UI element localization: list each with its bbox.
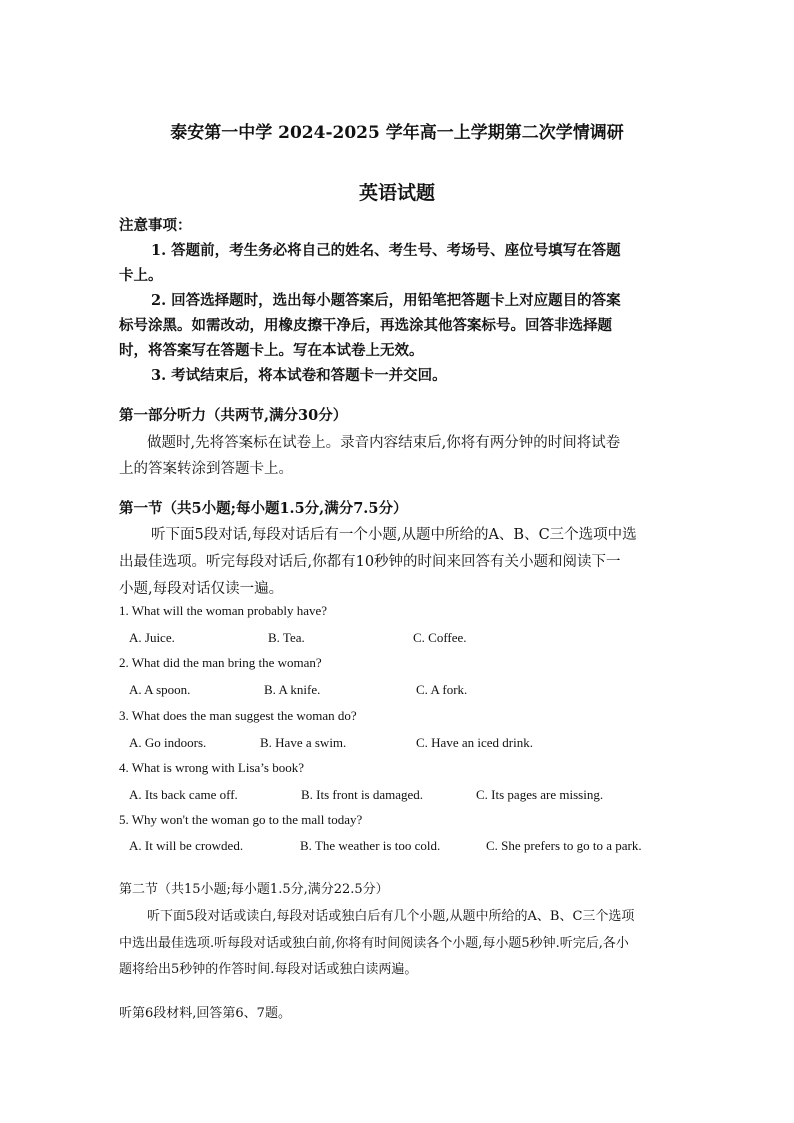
option-a: A. Its back came off. xyxy=(129,787,238,802)
option-b: B. Its front is damaged. xyxy=(301,787,424,802)
option-c: C. Its pages are missing. xyxy=(476,787,604,802)
option-a: A. It will be crowded. xyxy=(129,838,244,853)
option-b: B. A knife. xyxy=(264,682,321,697)
notice-line: 卡上。 xyxy=(119,267,163,284)
option-a: A. A spoon. xyxy=(129,682,191,697)
notice-line: 3. 考试结束后，将本试卷和答题卡一并交回。 xyxy=(151,367,447,384)
option-c: C. A fork. xyxy=(416,682,468,697)
section1-instruction: 小题,每段对话仅读一遍。 xyxy=(119,581,284,597)
option-a: A. Go indoors. xyxy=(129,735,207,750)
option-b: B. The weather is too cold. xyxy=(300,838,441,853)
exam-title: 泰安第一中学 2024-2025 学年高一上学期第二次学情调研 xyxy=(170,123,624,143)
option-c: C. She prefers to go to a park. xyxy=(486,838,642,853)
option-a: A. Juice. xyxy=(129,630,175,645)
notice-line: 1. 答题前，考生务必将自己的姓名、考生号、考场号、座位号填写在答题 xyxy=(151,242,621,259)
section1-heading: 第一节（共5小题;每小题1.5分,满分7.5分） xyxy=(119,500,408,517)
section1-instruction: 出最佳选项。听完每段对话后,你都有10秒钟的时间来回答有关小题和阅读下一 xyxy=(119,554,621,570)
notice-line: 2. 回答选择题时，选出每小题答案后，用铅笔把答题卡上对应题目的答案 xyxy=(151,292,621,309)
option-b: B. Tea. xyxy=(268,630,305,645)
exam-subtitle: 英语试题 xyxy=(358,182,435,204)
section2-instruction: 题将给出5秒钟的作答时间.每段对话或独白读两遍。 xyxy=(119,962,418,977)
material-prompt: 听第6段材料,回答第6、7题。 xyxy=(119,1006,291,1021)
section1-instruction: 听下面5段对话,每段对话后有一个小题,从题中所给的A、B、C三个选项中选 xyxy=(151,527,637,543)
question-stem: 5. Why won't the woman go to the mall today? xyxy=(119,812,363,827)
question-stem: 3. What does the man suggest the woman do? xyxy=(119,708,357,723)
question-stem: 1. What will the woman probably have? xyxy=(119,603,328,618)
part1-instruction: 做题时,先将答案标在试卷上。录音内容结束后,你将有两分钟的时间将试卷 xyxy=(147,435,621,451)
notice-heading: 注意事项： xyxy=(119,217,192,234)
notice-line: 时，将答案写在答题卡上。写在本试卷上无效。 xyxy=(119,342,424,359)
section2-instruction: 中选出最佳选项.听每段对话或独白前,你将有时间阅读各个小题,每小题5秒钟.听完后,各小 xyxy=(119,936,629,951)
option-c: C. Coffee. xyxy=(413,630,467,645)
question-stem: 2. What did the man bring the woman? xyxy=(119,655,322,670)
part1-heading: 第一部分听力（共两节,满分30分） xyxy=(119,407,348,424)
part1-instruction: 上的答案转涂到答题卡上。 xyxy=(119,461,293,477)
question-stem: 4. What is wrong with Lisa’s book? xyxy=(119,760,304,775)
section2-instruction: 听下面5段对话或读白,每段对话或独白后有几个小题,从题中所给的A、B、C三个选项 xyxy=(147,909,635,924)
option-c: C. Have an iced drink. xyxy=(416,735,533,750)
notice-line: 标号涂黑。如需改动，用橡皮擦干净后，再选涂其他答案标号。回答非选择题 xyxy=(119,317,612,334)
section2-heading: 第二节（共15小题;每小题1.5分,满分22.5分） xyxy=(119,882,389,897)
option-b: B. Have a swim. xyxy=(260,735,347,750)
